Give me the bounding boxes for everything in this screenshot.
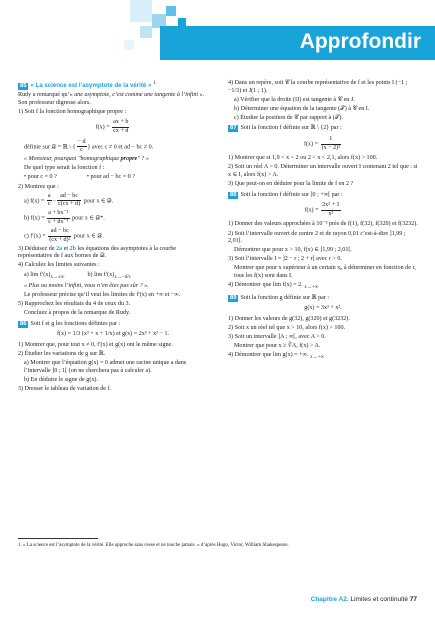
exercise-number: 89	[230, 294, 237, 301]
ex86-q4c: c) Étudier la position de 𝒞 par rapport à (𝒯).	[234, 114, 343, 121]
ex89-formula: g(x) = 3x³ + x².	[304, 305, 342, 312]
ex85-q2b: b) f(x) = $\frac{\text{a + bx⁻¹}}{\text{c + dx⁻¹}}$ pour x ∈ 𝒟*.	[24, 210, 105, 225]
ex85-q4-limits: a) $\lim f'(x)_{x\to\pm\infty}$ b) $\lim f'(x)_{x\to-d/c}$	[24, 271, 131, 280]
ex89-title-line: 89 Soit la fonction g définie sur ℝ par :	[230, 294, 330, 301]
ex85-q5: 5) Rapprochez les résultats du 4 de ceux du 3.	[18, 301, 131, 307]
ex86-q3: 3) Dresser le tableau de variation de f.	[18, 385, 112, 392]
ex85-types: De quel type serait la fonction f :	[24, 165, 105, 172]
ex86-q2a: a) Montrer que l’équation g(x) = 0 admet une racine unique a dans l’intervalle ]0 ; 1[ (on ne cherchera pas à calculer a).	[24, 360, 187, 374]
ex88-formula: f(x) = $\frac{\text{2x² + 1}}{\text{x²}}$	[304, 202, 340, 217]
ex85-q4: 4) Calculez les limites suivantes :	[18, 262, 100, 269]
ex88-q3: 3) Soit l’intervalle I = ]2 − r ; 2 + r[ avec r > 0.	[228, 256, 342, 263]
ex85-q4-quote: « Plus ou moins l’infini, vous n’en êtes pas sûr ? ».	[24, 282, 149, 289]
ex85-f-formula: f(x) = $\frac{ax + b}{cx + d}$	[95, 119, 129, 134]
footnote-mark: 1	[153, 80, 156, 86]
ex86-q4b: b) Déterminer une équation de la tangente (𝒯) à 𝒞 en I.	[234, 105, 370, 112]
ex88-q4: 4) Démontrer que lim f(x) = 2. $_{x\to+\infty}$	[228, 282, 319, 291]
ex85-bullets: • pour c = 0 ? • pour ad − bc = 0 ?	[24, 174, 135, 181]
ex88-title-line: 88 Soit la fonction f définie sur ]0 ; +∞[ par :	[230, 191, 343, 198]
exercise-number: 88	[230, 191, 237, 198]
ex85-q2c: c) f′(x) = $\frac{ad - bc}{\text{(cx + d)²}}$ pour x ∈ 𝒟.	[24, 228, 104, 243]
ex86-q2: 2) Étudier les variations de g sur ℝ.	[18, 350, 106, 357]
ex85-title-line	[18, 80, 208, 91]
ex87-formula: f(x) = $\frac{1}{\text{(x − 2)²}}$	[303, 136, 341, 151]
decor-square	[178, 18, 186, 26]
ex87-q1: 1) Montrer que si 1,9 < x < 2 ou 2 < x < 2,1, alors f(x) > 100.	[228, 155, 378, 162]
ex85-q5b: Concluez à propos de la remarque de Rudy.	[24, 310, 131, 317]
decor-square	[166, 6, 176, 16]
section-banner	[160, 26, 435, 60]
ex87-title-line: 87 Soit la fonction f définie sur ℝ \ {2} par :	[230, 125, 342, 132]
page-number: 77	[409, 596, 417, 603]
decor-square	[140, 26, 152, 38]
ex89-q2: 2) Soit x un réel tel que x > 10, alors f(x) > 100.	[228, 325, 346, 332]
ex89-q3b: Montrer que pour x ≥ ∛A, f(x) > A.	[234, 343, 321, 350]
ex86-formula: f(x) = 1/3 (x² + x + 1/x) et g(x) = 2x³ + x² − 1.	[56, 331, 170, 338]
decor-square	[124, 40, 134, 50]
ex86-title-line: 86 Soit f et g les fonctions définies par :	[20, 320, 121, 327]
ex85-domain: définie sur 𝒟 = ℝ \ { $\frac{- d}{c}$ } avec c ≠ 0 et ad − bc ≠ 0.	[24, 138, 154, 154]
exercise-number: 86	[20, 320, 27, 327]
ex85-q1: 1) Soit f la fonction homographique propre :	[18, 108, 127, 115]
footnote-divider	[18, 538, 98, 539]
page-header	[0, 0, 435, 60]
ex87-q2: 2) Soit un réel A > 0. Déterminer un intervalle ouvert I contenant 2 tel que : si x ∈ I, alors f(x) > A.	[228, 164, 418, 178]
ex85-intro: Rudy a remarqué qu’« une asymptote, c’est comme une tangente à l’infini ». Son professeur digresse alors.	[18, 92, 205, 106]
page-footer	[311, 596, 417, 603]
ex85-q2a: a) f(x) = $\frac{a}{c}$ − $\frac{ad - bc}{c(cx + d)}$ pour x ∈ 𝒟.	[24, 192, 114, 208]
ex86-q4: 4) Dans un repère, soit 𝒞 la courbe représentative de f et les points I (−1 ; −1/3) et J(1 ; 1).	[228, 80, 408, 94]
section-title: Approfondir	[299, 30, 421, 53]
ex86-q1: 1) Montrer que, pour tout x ≠ 0, f′(x) et g(x) ont le même signe.	[18, 341, 173, 348]
left-column	[18, 80, 208, 395]
ex89-q1: 1) Donner les valeurs de g(32), g(320) et g(3232).	[228, 316, 350, 323]
right-column	[228, 80, 418, 364]
ex85-q2: 2) Montrez que :	[18, 183, 59, 190]
ex89-q4: 4) Démontrer que lim g(x) = +∞. $_{x\to+\infty}$	[228, 352, 325, 361]
exercise-number: 87	[230, 125, 237, 132]
ex87-q3: 3) Que peut-on en déduire pour la limite de f en 2 ?	[228, 181, 354, 188]
ex88-q3b: Montrer que pour x supérieur à un certain x₀ à déterminer en fonction de r, tous les f(x) sont dans I.	[234, 265, 416, 279]
ex85-quote: « Monsieur, pourquoi "homographique propre" ? »	[24, 156, 149, 163]
ex85-q3: 3) Déduisez de 2a et 2b les équations des asymptotes à la courbe représentative de f aux bornes de 𝒟.	[18, 245, 177, 260]
fraction: $\frac{ax + b}{cx + d}$	[113, 119, 129, 134]
ex85-q4-text: Le professeur précise qu’il veut les limites de f′(x) en +∞ et −∞.	[24, 291, 181, 298]
ex88-q2b: Démontrer que pour x > 10, f(x) ∈ ]1,99 ; 2,01[.	[234, 247, 352, 254]
chapter-label: Chapitre A2.	[310, 596, 349, 603]
ex88-q1: 1) Donner des valeurs approchées à 10⁻³ près de f(1), f(32), f(320) et f(3232).	[228, 221, 418, 228]
exercise-number: 85	[20, 83, 27, 90]
ex86-q4a: a) Vérifier que la droite (IJ) est tangente à 𝒞 en J.	[234, 96, 355, 103]
ex86-q2b: b) En déduire le signe de g(x).	[24, 376, 98, 383]
chapter-title: Limites et continuité	[350, 596, 408, 603]
footnote: 1. « La science est l’asymptote de la vérité. Elle approche sans cesse et ne touche jamais. » d’après Hugo, Victor, William Shakespeare.	[18, 543, 289, 548]
exercise-title: « La science est l’asymptote de la vérité »	[30, 82, 154, 90]
ex89-q3: 3) Soit un intervalle ]A ; ∞[, avec A > 0.	[228, 334, 326, 341]
decor-square	[130, 0, 152, 22]
ex88-q2: 2) Soit l’intervalle ouvert de centre 2 et de rayon 0,01 c’est-à-dire ]1,99 ; 2,01[.	[228, 230, 406, 245]
